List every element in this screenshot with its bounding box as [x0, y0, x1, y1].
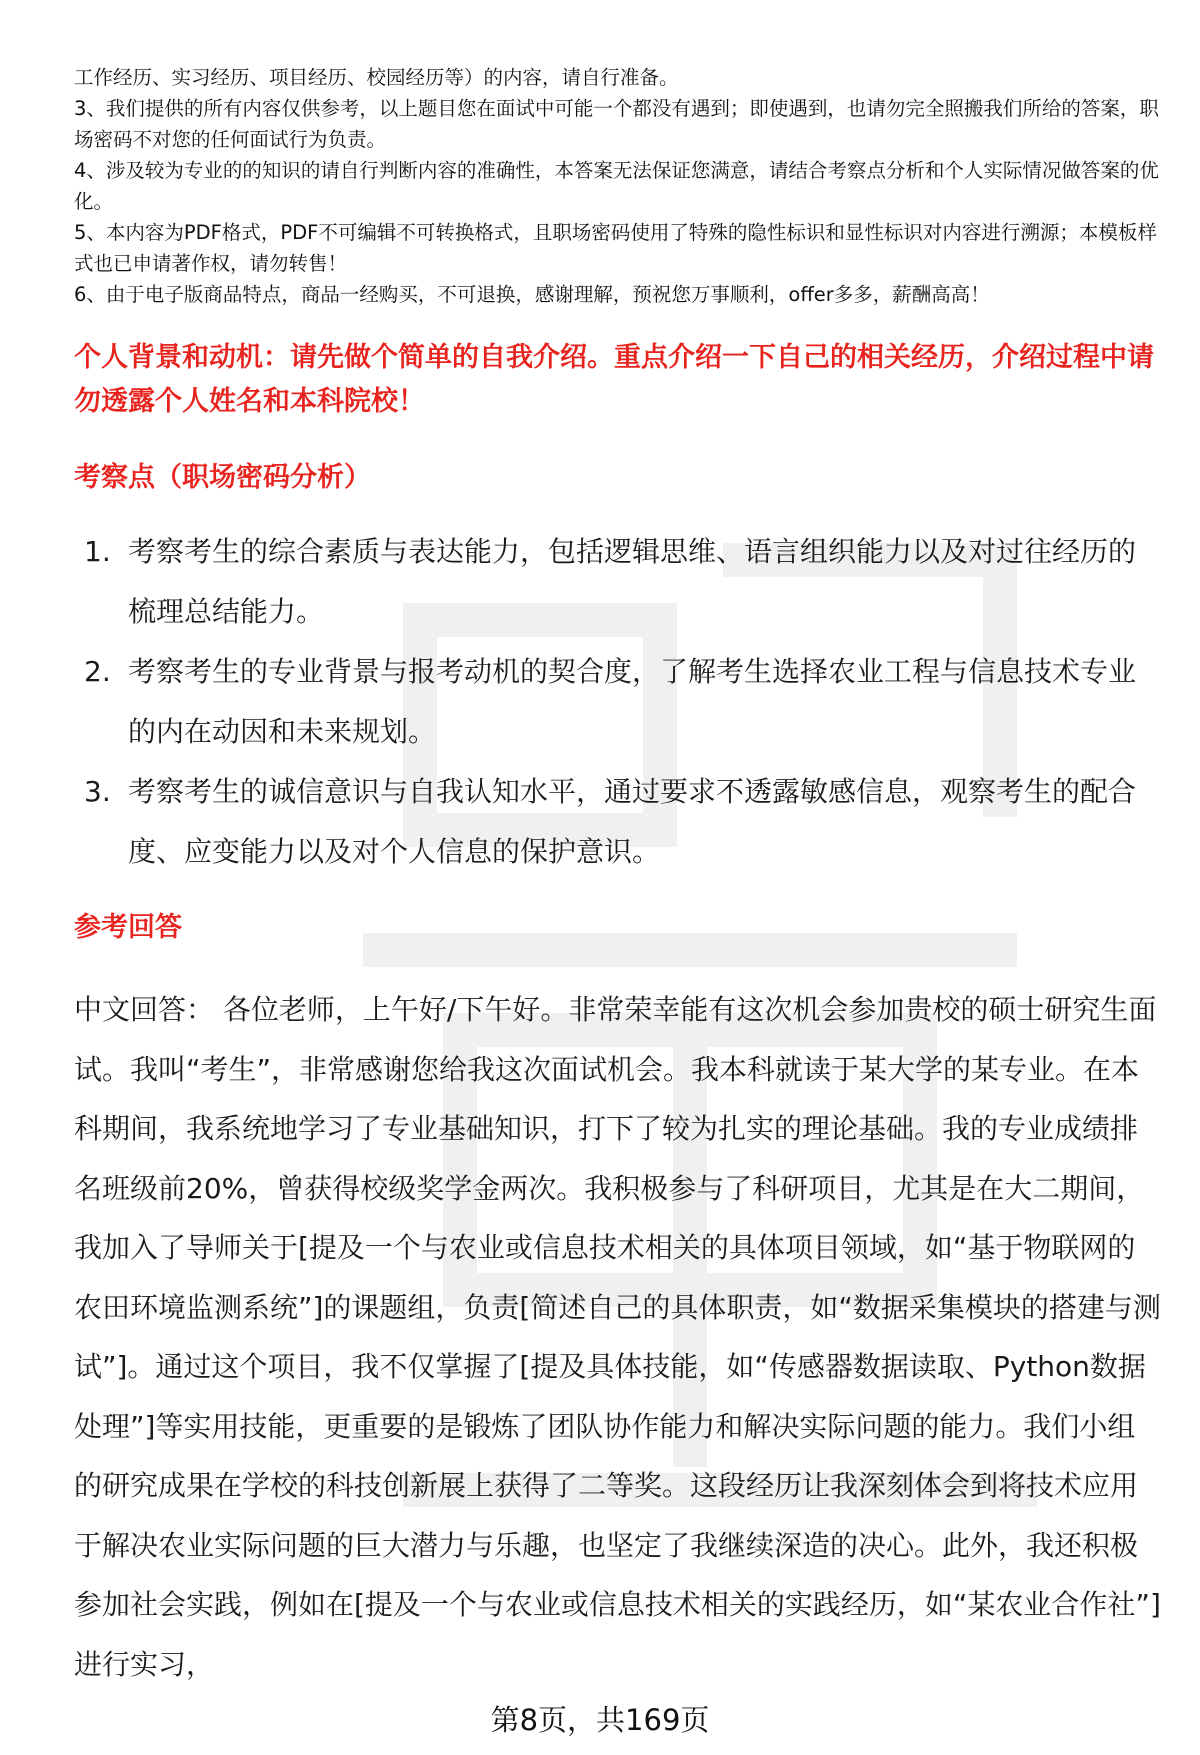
- point-text: 考察考生的诚信意识与自我认知水平，通过要求不透露敏感信息，观察考生的配合度、应变能力以及对个人信息的保护意识。: [128, 775, 1137, 868]
- point-number: 2.: [84, 655, 111, 688]
- note-line: 3、我们提供的所有内容仅供参考，以上题目您在面试中可能一个都没有遇到；即使遇到，也请勿完全照搬我们所给的答案，职场密码不对您的任何面试行为负责。: [74, 97, 1159, 151]
- note-line: 5、本内容为PDF格式，PDF不可编辑不可转换格式，且职场密码使用了特殊的隐性标识和显性标识对内容进行溯源；本模板样式也已申请著作权，请勿转售！: [74, 221, 1157, 275]
- answer-heading: 参考回答: [74, 912, 182, 943]
- point-number: 3.: [84, 775, 111, 808]
- analysis-point: [74, 522, 1154, 642]
- analysis-point: [74, 642, 1154, 762]
- note-line: 6、由于电子版商品特点，商品一经购买，不可退换，感谢理解，预祝您万事顺利，offer多多，薪酬高高！: [74, 283, 990, 306]
- point-number: 1.: [84, 535, 111, 568]
- point-text: 考察考生的专业背景与报考动机的契合度，了解考生选择农业工程与信息技术专业的内在动因和未来规划。: [128, 655, 1137, 748]
- answer-paragraph: 中文回答： 各位老师，上午好/下午好。非常荣幸能有这次机会参加贵校的硕士研究生面试。我叫“考生”，非常感谢您给我这次面试机会。我本科就读于某大学的某专业。在本科期间，我系统地学习了专业基础知识，打下了较为扎实的理论基础。我的专业成绩排名班级前20%，曾获得校级奖学金两次。我积极参与了科研项目，尤其是在大二期间，我加入了导师关于[提及一个与农业或信息技术相关的具体项目领域，如“基于物联网的农田环境监测系统”]的课题组，负责[简述自己的具体职责，如“数据采集模块的搭建与测试”]。通过这个项目，我不仅掌握了[提及具体技能，如“传感器数据读取、Python数据处理”]等实用技能，更重要的是锻炼了团队协作能力和解决实际问题的能力。我们小组的研究成果在学校的科技创新展上获得了二等奖。这段经历让我深刻体会到将技术应用于解决农业实际问题的巨大潜力与乐趣，也坚定了我继续深造的决心。此外，我还积极参加社会实践，例如在[提及一个与农业或信息技术相关的实践经历，如“某农业合作社”]进行实习，: [74, 993, 1161, 1681]
- note-line: 4、涉及较为专业的的知识的请自行判断内容的准确性，本答案无法保证您满意，请结合考察点分析和个人实际情况做答案的优化。: [74, 159, 1159, 213]
- note-line: 工作经历、实习经历、项目经历、校园经历等）的内容，请自行准备。: [74, 66, 679, 89]
- analysis-list: [74, 522, 1154, 882]
- notes-block: [74, 62, 1164, 310]
- point-text: 考察考生的综合素质与表达能力，包括逻辑思维、语言组织能力以及对过往经历的梳理总结能力。: [128, 535, 1137, 628]
- analysis-point: [74, 762, 1154, 882]
- analysis-heading: 考察点（职场密码分析）: [74, 462, 371, 493]
- page-number: 第8页，共169页: [490, 1703, 710, 1737]
- question-title: 个人背景和动机：请先做个简单的自我介绍。重点介绍一下自己的相关经历，介绍过程中请勿透露个人姓名和本科院校！: [74, 342, 1154, 417]
